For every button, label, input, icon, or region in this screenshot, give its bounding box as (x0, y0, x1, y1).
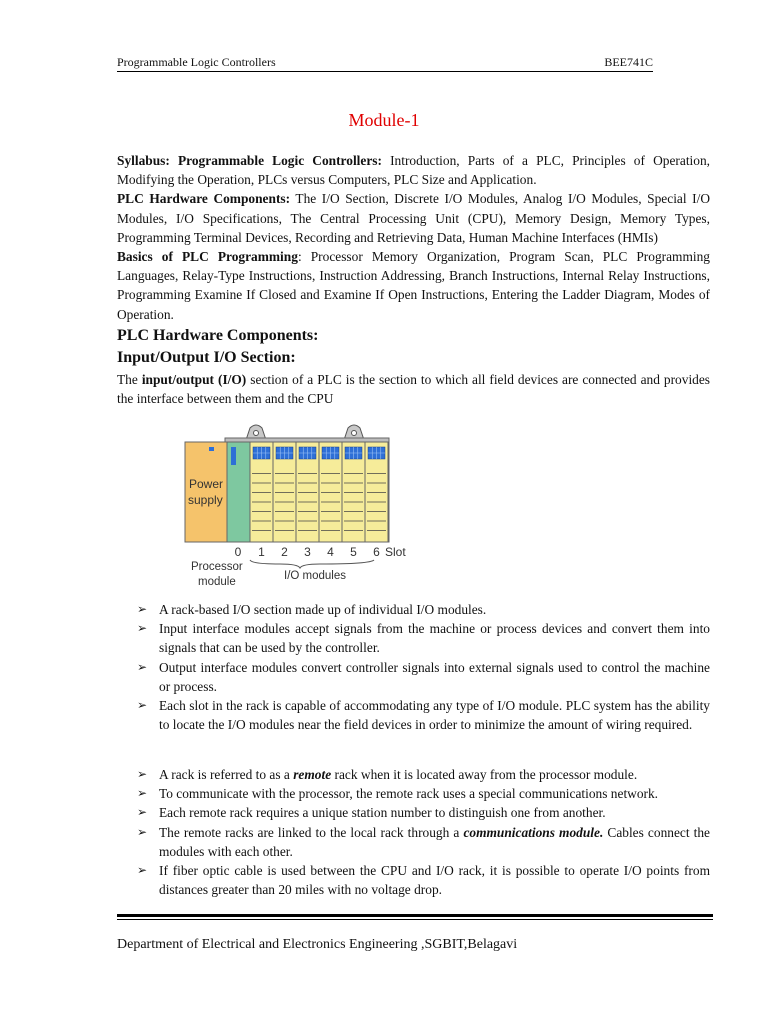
list-item (117, 803, 710, 822)
arrow-bullet-icon: ➢ (137, 824, 148, 839)
slot-label: Slot (385, 545, 406, 559)
intro-pre: The (117, 372, 142, 387)
hardware-label: PLC Hardware Components: (117, 191, 291, 207)
slot-number-3: 3 (304, 545, 311, 559)
io-modules-label: I/O modules (284, 570, 346, 582)
slot-number-2: 2 (281, 545, 288, 559)
list-item-text: Each slot in the rack is capable of accommodating any type of I/O module. PLC system has the ability to locate the I/O modules near the field devices in order to minimize the amount of wiring required. (159, 698, 710, 733)
module-title: Module-1 (348, 110, 420, 130)
power-supply-label-1: Power (189, 477, 224, 491)
intro-bold: input/output (I/O) (141, 372, 247, 387)
slot-number-5: 5 (350, 545, 357, 559)
header-course-title: Programmable Logic Controllers (117, 55, 276, 69)
page-header (117, 55, 653, 70)
arrow-bullet-icon: ➢ (137, 767, 148, 781)
list-item-text: If fiber optic cable is used between the CPU and I/O rack, it is possible to operate I/O points from distances greater than 20 miles with no voltage drop. (159, 863, 710, 898)
list-item (117, 619, 710, 657)
list-item (117, 765, 710, 784)
list-item (117, 658, 710, 696)
arrow-bullet-icon: ➢ (137, 863, 148, 878)
arrow-bullet-icon: ➢ (137, 602, 148, 616)
emphasis-communications-module: communications module. (463, 824, 604, 840)
bullet-list-io (117, 600, 710, 734)
io-modules-brace (250, 560, 374, 568)
list-item-text: Output interface modules convert controller signals into external signals used to control the machine or process. (159, 659, 710, 694)
list-item (117, 784, 710, 803)
list-item (117, 823, 710, 861)
programming-text: : Processor Memory Organization, Program Scan, PLC Programming Languages, Relay-Type Instructions, Instruction Addressing, Branch Instructions, Internal Relay Instructions, Programming Examine If Closed and Examine If Open Instructions, Entering the Ladder Diagram, Modes of Operation. (117, 249, 710, 322)
syllabus-label: Syllabus: Programmable Logic Controllers: (117, 153, 382, 168)
processor-label-2: module (198, 576, 236, 588)
plc-rack-figure (180, 420, 415, 595)
syllabus-block (117, 151, 710, 324)
list-item (117, 696, 710, 734)
arrow-bullet-icon: ➢ (137, 698, 148, 713)
section-heading-io: Input/Output I/O Section: (117, 349, 296, 366)
io-intro-paragraph (117, 370, 710, 408)
power-supply-module (185, 442, 227, 542)
footer-rule-thick (117, 914, 713, 917)
list-item-text: Each remote rack requires a unique station number to distinguish one from another. (159, 805, 606, 821)
processor-module (227, 442, 250, 542)
list-item-text: A rack-based I/O section made up of individual I/O modules. (159, 602, 487, 617)
list-item-text: rack when it is located away from the processor module. (331, 767, 638, 782)
hardware-text: The I/O Section, Discrete I/O Modules, Analog I/O Modules, Special I/O Modules, I/O Specifications, The Central Processing Unit (CPU), Memory Design, Memory Types, Programming Terminal Devices, Recording and Retrieving Data, Human Machine Interfaces (HMIs) (117, 191, 710, 245)
programming-label: Basics of PLC Programming (117, 249, 298, 265)
slot-number-6: 6 (373, 545, 380, 559)
arrow-bullet-icon: ➢ (137, 805, 148, 820)
list-item-text: To communicate with the processor, the remote rack uses a special communications network. (159, 786, 659, 802)
section-heading-hardware: PLC Hardware Components: (117, 327, 319, 344)
processor-label-1: Processor (191, 561, 243, 573)
list-item (117, 600, 710, 619)
arrow-bullet-icon: ➢ (137, 621, 148, 636)
list-item-text: The remote racks are linked to the local rack through a (159, 824, 464, 840)
list-item-text: Cables connect the modules with each other. (159, 824, 711, 859)
slot-number-4: 4 (327, 545, 334, 559)
footer-rule-thin (117, 919, 713, 920)
emphasis-remote: remote (293, 767, 332, 782)
footer-department: Department of Electrical and Electronics Engineering ,SGBIT,Belagavi (117, 937, 518, 952)
list-item-text: Input interface modules accept signals from the machine or process devices and convert them into signals that can be used by the controller. (159, 621, 710, 656)
header-course-code: BEE741C (604, 55, 653, 69)
list-item (117, 861, 710, 899)
power-supply-label-2: supply (188, 493, 223, 507)
list-item-text: A rack is referred to as a (159, 767, 294, 782)
arrow-bullet-icon: ➢ (137, 659, 148, 674)
bullet-list-remote (117, 765, 710, 899)
arrow-bullet-icon: ➢ (137, 786, 148, 801)
slot-number-0: 0 (234, 545, 242, 559)
syllabus-text: Introduction, Parts of a PLC, Principles of Operation, Modifying the Operation, PLCs versus Computers, PLC Size and Application. (117, 153, 710, 188)
intro-post: section of a PLC is the section to which all field devices are connected and provides the interface between them and the CPU (117, 372, 711, 407)
slot-number-1: 1 (258, 545, 265, 559)
header-rule (117, 71, 653, 72)
